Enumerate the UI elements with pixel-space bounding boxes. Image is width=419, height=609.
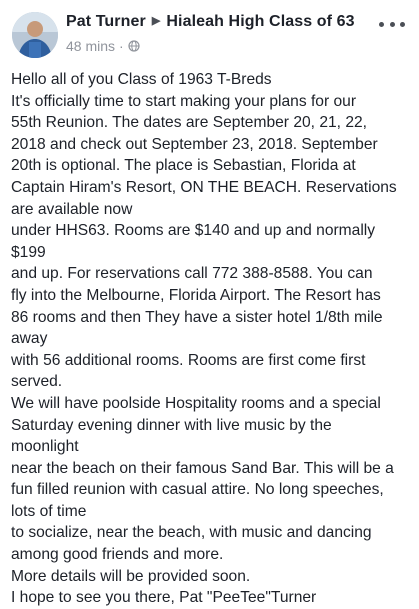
avatar[interactable] (12, 12, 58, 58)
group-name[interactable]: Hialeah High Class of 63 (166, 13, 355, 30)
post-line: among good friends and more. (11, 546, 224, 564)
post-line: lots of time (11, 502, 87, 520)
post-line: served. (11, 373, 63, 391)
post-line: moonlight (11, 438, 79, 456)
post-line: under HHS63. Rooms are $140 and up and normally (11, 222, 376, 240)
post-line: away (11, 330, 48, 348)
more-options-button[interactable] (379, 16, 405, 32)
post-line: to socialize, near the beach, with music and dancing (11, 524, 372, 542)
post-line: 55th Reunion. The dates are September 20, 21, 22, (11, 114, 368, 132)
post-line: Captain Hiram's Resort, ON THE BEACH. Reservations (11, 178, 397, 196)
author-line (66, 13, 355, 31)
post-line: are available now (11, 200, 133, 218)
author-name[interactable]: Pat Turner (66, 13, 146, 30)
post-line: fly into the Melbourne, Florida Airport. The Resort has (11, 286, 381, 304)
post-line: and up. For reservations call 772 388-8588. You can (11, 265, 373, 283)
post-line: It's officially time to start making your plans for our (11, 92, 357, 110)
post-line: Hello all of you Class of 1963 T-Breds (11, 71, 272, 88)
post-line: 2018 and check out September 23, 2018. September (11, 135, 378, 153)
post-line: More details will be provided soon. (11, 567, 251, 585)
post-line: near the beach on their famous Sand Bar. This will be a (11, 459, 394, 477)
separator-dot: · (119, 38, 124, 54)
post-meta (66, 38, 140, 54)
dot (400, 22, 405, 27)
post-line: with 56 additional rooms. Rooms are first come first (11, 351, 366, 369)
post-line: We will have poolside Hospitality rooms and a special (11, 394, 381, 412)
post-time[interactable]: 48 mins (66, 38, 116, 54)
post-line: Saturday evening dinner with live music by the (11, 416, 332, 434)
triangle-right-icon: ▶ (151, 15, 161, 27)
globe-icon (128, 40, 140, 52)
dot (390, 22, 395, 27)
post-line: fun filled reunion with casual attire. No long speeches, (11, 481, 384, 499)
post-line: 20th is optional. The place is Sebastian, Florida at (11, 157, 356, 175)
dot (379, 22, 384, 27)
post-line: I hope to see you there, Pat "PeeTee"Turner (11, 589, 317, 607)
post-body (11, 69, 411, 609)
post-line: 86 rooms and then They have a sister hotel 1/8th mile (11, 308, 383, 326)
profile-photo (12, 12, 58, 58)
post-line: $199 (11, 243, 46, 261)
post-header (0, 0, 419, 66)
